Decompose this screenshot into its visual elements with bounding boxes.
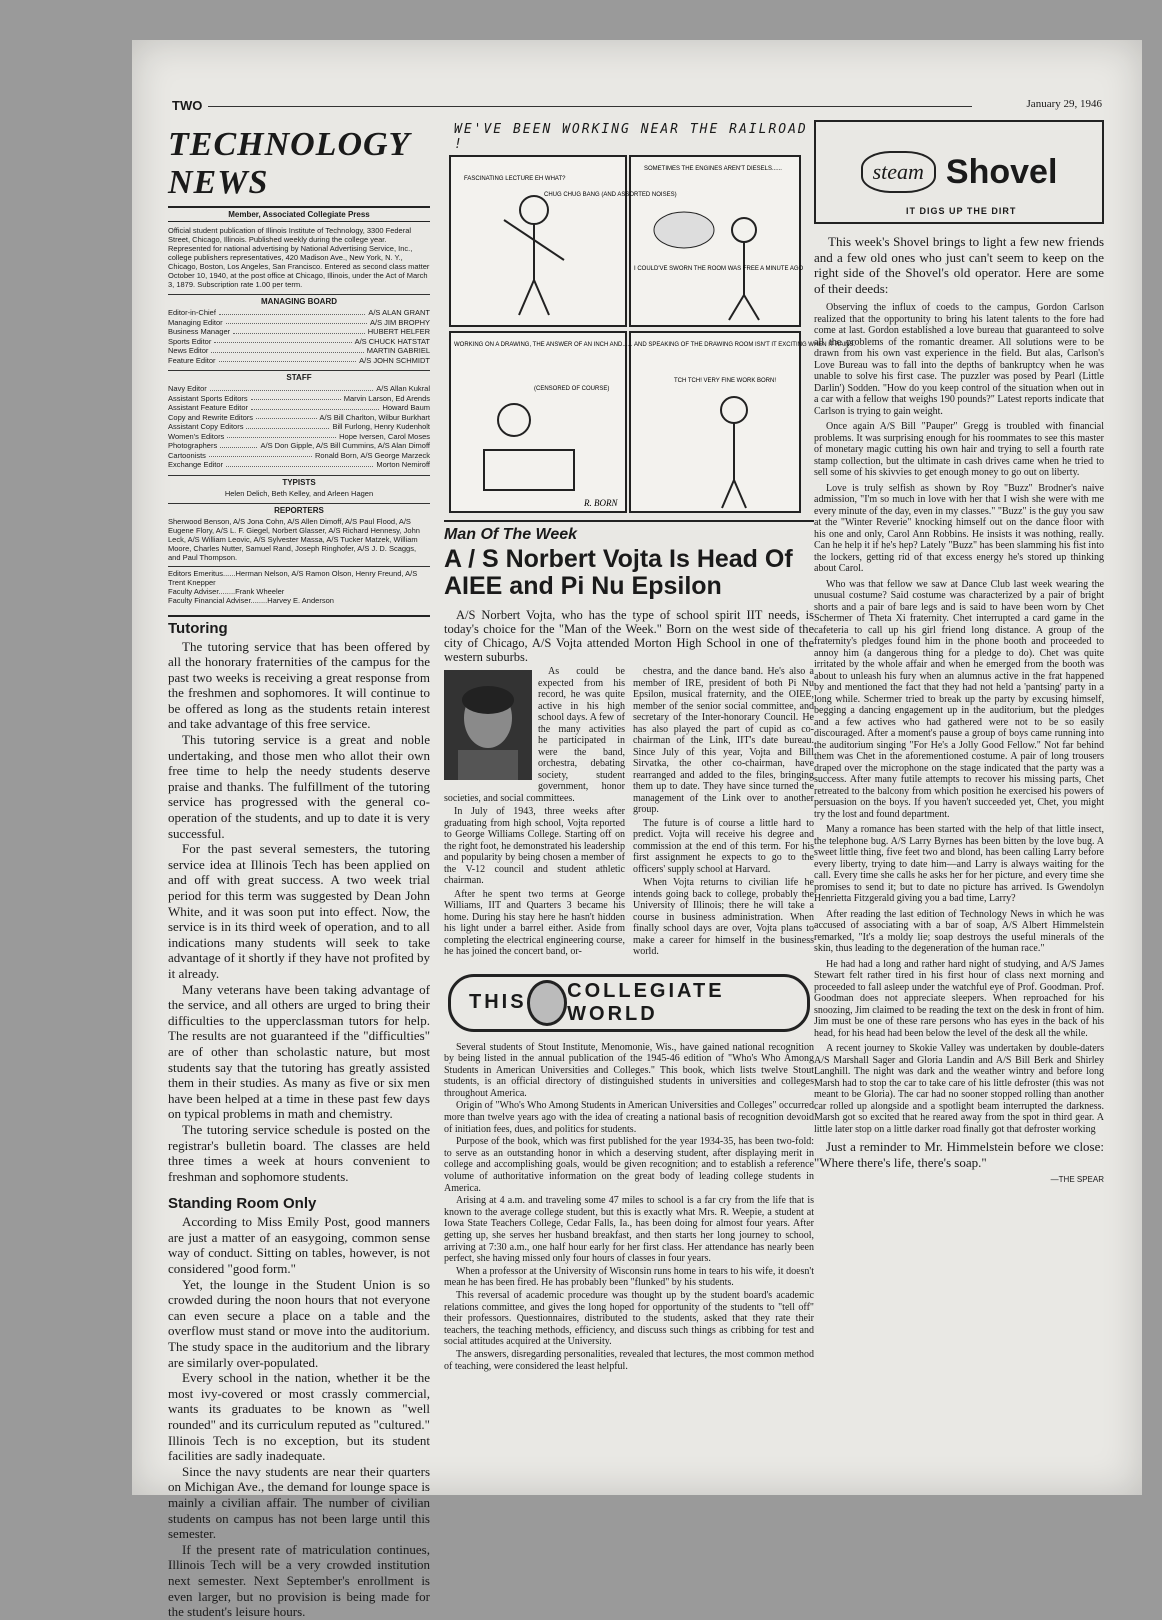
paragraph: This tutoring service is a great and noble undertaking, and those men who allot their own free time to help the needy students deserve praise and thanks. The fulfillment of the tutoring service has progressed with the general co-operation of the students, and up to date it is very successful. [168,732,430,841]
paragraph: For the past several semesters, the tutoring service idea at Illinois Tech has been applied on and off with great success. A two week trial period for this term was suggested by Dean John White, and it was soon put into effect. Now, the service is in its third week of operation, and to all indications many students will seek to take advantage of it shortly if they have not profited by it already. [168,841,430,981]
member-line: Member, Associated Collegiate Press [168,206,430,222]
paragraph: When Vojta returns to civilian life he intends going back to college, probably the University of Illinois; there he will take a course in business administration. When finally school days are over, Vojta plans to make a career for himself in the business world. [633,877,814,957]
staff-row: Managing Editor A/S JIM BROPHY [168,317,430,327]
faculty-adviser: Faculty Adviser........Frank Wheeler [168,586,285,596]
balloon-text: FASCINATING LECTURE EH WHAT? [464,176,566,182]
paragraph: According to Miss Emily Post, good manners are just a matter of an easygoing, common sense way of conduct. Sitting on tables, however, is not considered "good form." [168,1214,430,1277]
collegiate-world-banner [448,974,810,1032]
paragraph: If the present rate of matriculation continues, Illinois Tech will be a very crowded institution next semester. Next September's enrollment is even larger, but no provision is being made for the student's leisure hours. [168,1541,430,1620]
tutoring-title: Tutoring [168,615,430,637]
paragraph: Observing the influx of coeds to the campus, Gordon Carlson realized that the opportunity to bring his latent talents to the fore had come at last. Gordon established a love bureau that guaranteed to solve all the problems of the romantic dreamer. All solutions were to be drawn from his own vast experience in the field. But alas, Carlson's Love Bureau was to fall into the depths of bankruptcy when he was unable to solve his first case. The puzzler was posed by Pearl (Little Darlin') Sodden. "How do you keep control of the situation when out in a car with a fellow that weighs 190 pounds?" Latest reports indicate that Carlson is trying to gain weight. [814,302,1104,417]
staff-row: Assistant Sports Editors Marvin Larson, Ed Arends [168,393,430,403]
staff-row: Business Manager HUBERT HELFER [168,327,430,336]
staff-row: Photographers A/S Don Gipple, A/S Bill Cummins, A/S Alan Dimoff [168,441,430,450]
paragraph: The tutoring service that has been offered by all the honorary fraternities of the campus for the past two weeks is receiving a great response from the freshmen and sophomores. It will continue to be offered as long as the students retain interest and take advantage of this free service. [168,638,430,732]
staff-row: Feature Editor A/S JOHN SCHMIDT [168,355,430,365]
closing-line: Just a reminder to Mr. Himmelstein before we close: "Where there's life, there's soap." [814,1139,1104,1170]
page-number: TWO [172,98,203,113]
paragraph: Who was that fellow we saw at Dance Club last week wearing the unusual costume? Said costume was characterized by a pair of bright shorts and a pair of bare legs and is said to have been worn by Chet Schermer of Theta Xi fraternity. Chet interrupted a card game in the cafeteria to call up his girl friend long distance. A group of the fraternity's pledges found him in the phone booth and proceeded to annoy him (a dangerous thing for a pledge to do). Chet was quite irritated by the whole affair and when he emerged from the booth was about to unleash his fury when an alumnus active in the frat happened by and mentioned the fact that they had not held a 'pantsing' party in a long while. Schermer tried to break up the party by excusing himself, begging a dancing engagement up in the auditorium, but the pledges and a few actives who had gathered were not to be so easily discouraged. After a moment's pause a group of boys came running into the auditorium singing "For He's a Jolly Good Fellow." Not far behind them was Chet in the aforementioned costume. A pair of long trousers draped over the microphone on the stage indicated that the party was a success. After many futile attempts to recover his missing parts, Chet retreated to the balcony from which position he exercised his powers of persuasion on the boys. If you haven't succeeded yet, Chet, you might try the lost and found department. [814,578,1104,820]
paragraph: The future is of course a little hard to predict. Vojta will receive his degree and commission at the end of this term. For his first assignment he expects to go to the officers' supply school at Harvard. [633,817,814,875]
man-of-week-headline: A / S Norbert Vojta Is Head Of AIEE and Pi Nu Epsilon [444,545,793,600]
paragraph: Origin of "Who's Who Among Students in American Universities and Colleges" occurred more than twelve years ago with the idea of creating a national basis of recognition devoid of initiation fees, dues, and politics for students. [444,1100,814,1135]
paragraph: In July of 1943, three weeks after graduating from high school, Vojta reported to George Williams College. Starting off on the right foot, he demonstrated his leadership and popularity by being chosen a member of the V-12 council and student athletic chairman. [444,806,625,886]
balloon-text: SOMETIMES THE ENGINES AREN'T DIESELS...... [644,166,782,172]
shovel-word: Shovel [945,152,1058,191]
faculty-financial-adviser: Faculty Financial Adviser........Harvey E. Anderson [168,595,334,605]
paragraph: Love is truly selfish as shown by Roy "Buzz" Brodner's naive admission, "I'm so much in love with her that I wish she were with me every minute of the day, even in my classes." "Buzz" is the guy you saw at the "Winter Reverie" knocking himself out on the dance floor with his one and only, Carol Ann Robbins. He insists it was nothing, really. Can he help it if he's hep? Lately "Buzz" has been slamming his fist into the lockers, getting rid of that excess energy he's stored up thinking about Carol. [814,482,1104,575]
managing-board-heading: MANAGING BOARD [168,294,430,306]
tutoring-editorial [168,639,430,1185]
balloon-text: AND SPEAKING OF THE DRAWING ROOM ISN'T IT EXCITING WHEN IT RAINS. [634,342,856,348]
cartoon-heading: WE'VE BEEN WORKING NEAR THE RAILROAD ! [454,122,808,152]
shovel-column [814,302,1104,1183]
editors-emeritus: Editors Emeritus......Herman Nelson, A/S Ramon Olson, Henry Freund, A/S Trent Knepper [168,568,418,587]
panel-3 [450,332,626,512]
shovel-intro: This week's Shovel brings to light a few new friends and a few old ones who just can't seem to keep on the right side of the Shovel's old operator. Here are some of their deeds: [814,234,1104,296]
left-column [168,120,430,1620]
staff-row: Cartoonists Ronald Born, A/S George Marzeck [168,450,430,460]
staff-row: News Editor MARTIN GABRIEL [168,346,430,355]
reporters-heading: REPORTERS [168,503,430,515]
balloon-text: TCH TCH! VERY FINE WORK BORN! [674,378,777,384]
reporters-list: Sherwood Benson, A/S Jona Cohn, A/S Allen Dimoff, A/S Paul Flood, A/S Eugene Flory, A/S L. F. Giegel, Norbert Glasser, A/S Richard Hennesy, John Leck, A/S William Leovic, A/S Sylvester Massa, A/S Tucker Matzek, William Moore, Charles Nutter, Samuel Rand, Joseph Ringhofer, A/S J. D. Scaggs, and Paul Thompson. [168,516,420,562]
paragraph: As could be expected from his record, he was quite active in his high school days. A few of the many activities he participated in were the band, orchestra, debating society, student government, honor societies, and social committees. [444,666,625,804]
paragraph: After reading the last edition of Technology News in which he was accused of associating with a bar of soap, A/S Albert Himmelstein remarked, "It's a moldy lie; soap destroys the useful minerals of the skin, thus leading to the degeneration of the human race." [814,908,1104,955]
paragraph: The answers, disregarding personalities, revealed that lectures, the most common method of teaching, were considered the least helpful. [444,1348,814,1372]
typists-list: Helen Delich, Beth Kelley, and Arleen Hagen [224,488,374,498]
staff-row: Copy and Rewrite Editors A/S Bill Charlton, Wilbur Burkhart [168,412,430,422]
right-column [814,120,1104,1184]
collegiate-world-column [444,1042,814,1373]
balloon-text: (CENSORED OF COURSE) [534,386,610,392]
staff-list [168,384,430,470]
cartoonist-signature: R. BORN [584,498,618,508]
advisers-block [168,566,430,605]
paragraph: Once again A/S Bill "Pauper" Gregg is troubled with financial problems. It was surprising enough for his roommates to see this master of monetary magic cutting his own hair and trying to sell a fourth rate stamp collection, but the ultimate in cash drives came when he tried to sell some of his skivvies to get enough money to go out on liberty. [814,421,1104,479]
page-header [172,98,1102,114]
paragraph: After he spent two terms at George Williams, IIT and Quarters 3 became his home. During his stay here he hasn't hidden his light under a barrel either. Aside from completing the electrical engineering course, he has joined the concert band, or- [444,888,625,957]
standing-room-editorial [168,1214,430,1619]
staff-row: Exchange Editor Morton Nemiroff [168,460,430,469]
publication-info: Official student publication of Illinois Institute of Technology, 3300 Federal Street, Chicago, Illinois. Published weekly during the college year. Represented for national advertising by National Advertising Service, Inc., college publishers representatives, 420 Madison Ave., New York, N. Y., Chicago, Boston, Los Angeles, San Francisco. Entered as second class matter October 10, 1940, at the post office at Chicago, Illinois, under the Act of March 3, 1879. Subscription rate 1.00 per term. [168,226,430,289]
man-of-week-body [444,666,814,960]
body-column-left [444,666,625,960]
panel-4 [630,332,800,512]
paragraph: Many a romance has been started with the help of that little insect, the telephone bug. A/S Larry Byrnes has been bitten by the love bug. A sweet little thing, five feet two and blond, has been calling Larry before every liberty, trying to date him—and Larry is always waiting for the call. Every time she calls he asks her for her picture, and every time she promises to send it; but to date no picture has arrived. Is Gwendolyn Henrietta Fitzgerald giving you a bad time, Larry? [814,824,1104,905]
steam-word: steam [861,151,936,193]
staff-row: Women's Editors Hope Iversen, Carol Moses [168,431,430,441]
paragraph: Yet, the lounge in the Student Union is so crowded during the noon hours that not everyone can even secure a place on a table and the overflow must stand or move into the auditorium. The study space in the auditorium and the library are similarly over-populated. [168,1276,430,1370]
vojta-portrait [444,670,532,780]
balloon-text: CHUG CHUG BANG (AND ASSORTED NOISES) [544,192,677,198]
managing-board-list [168,308,430,365]
issue-date: January 29, 1946 [1026,98,1102,110]
paragraph: This reversal of academic procedure was thought up by the student board's academic relations committee, and gives the long hoped for opportunity of the students to "tell off" their professors. Questionnaires, distributed to the students, asked that they rate their teachers, the teaching methods, efficiency, and discuss such things as cribbing for test and social attitudes acquired at the University. [444,1289,814,1348]
paragraph: A recent journey to Skokie Valley was undertaken by double-daters A/S Marshall Sager and Gloria Landin and A/S Bill Berk and Shirley Langhill. The night was dark and the weather wintry and before long Marsh had to stop the car to take care of his little defroster (this was not meant to be Gloria). The car had no sooner stopped rolling than another car rolled up alongside and a spotlight beam interrupted the darkness. Marsh got so excited that he reared away from the spot in third gear. A little later stop on a little darker road finally got that defroster working [814,1043,1104,1135]
banner-left-text: THIS [469,991,527,1013]
staff-heading: STAFF [168,370,430,382]
staff-row: Sports Editor A/S CHUCK HATSTAT [168,336,430,346]
paragraph: chestra, and the dance band. He's also a member of IRE, president of both Pi Nu Epsilon, musical fraternity, and the OIEE, member of the senior social committee, and secretary of the Inter-honorary Council. He has also played the part of cupid as co-chairman of the Link, IIT's date bureau. Since July of this year, Vojta and Bill Sirvatka, the other co-chairman, have rearranged and added to the files, bringing them up to date. They have since turned the management of the Link over to another group. [633,666,814,815]
center-column [444,120,856,1373]
panel-2 [630,156,800,326]
paragraph: The tutoring service schedule is posted on the registrar's bulletin board. The classes are held three times a week at hours convenient to freshman and sophomore students. [168,1121,430,1184]
paragraph: Purpose of the book, which was first published for the year 1934-35, has been two-fold: to serve as an outstanding honor in which a deserving student, after displaying merit in college and accomplishing goals, would be given recognition; and to establish a reference volume of authoritative information on the great body of leading college students in America. [444,1136,814,1194]
railroad-cartoon [444,120,856,522]
steam-shovel-logo [814,120,1104,224]
paragraph: Every school in the nation, whether it be the most ivy-covered or most crassly commercial, wants its graduates to be known as "well rounded" and its curriculum reputed as "cultured." Illinois Tech is no exception, but its student facilities are sadly inadequate. [168,1370,430,1464]
staff-row: Assistant Copy Editors Bill Furlong, Henry Kudenholt [168,422,430,431]
paragraph: Many veterans have been taking advantage of the service, and all others are urged to bring their difficulties to the upperclassman tutors for help. The results are not guaranteed if the "difficulties" are of other than scholastic nature, but most students say that the tutoring has greatly assisted them in their studies. As many as five or six men have been helped at a time in these past few days on typical problems in math and chemistry. [168,981,430,1122]
staff-row: Editor-in-Chief A/S ALAN GRANT [168,308,430,317]
paragraph: Arising at 4 a.m. and traveling some 47 miles to school is a far cry from the life that is known to the average college student, but this is exactly what Mrs. R. Weepie, a student at Iowa State Teachers College, Cedar Falls, Ia., has been doing for almost four years. After getting up, she serves her husband breakfast, and then starts her long journey to school, arriving at 7:30 a.m., one half hour early for her first class. Her attendance has nearly been perfect, she having missed only four hours of classes in four years. [444,1195,814,1265]
smoke-cloud [654,212,714,248]
body-column-right [633,666,814,960]
source-credit: —THE SPEAR [1050,1174,1104,1184]
paragraph: Since the navy students are near their quarters on Michigan Ave., the demand for lounge space is mainly a civilian affair. The number of civilian students on campus has not been large until this semester. [168,1463,430,1542]
staff-row: Navy Editor A/S Allan Kukral [168,384,430,393]
standing-room-title: Standing Room Only [168,1195,317,1213]
balloon-text: WORKING ON A DRAWING, THE ANSWER OF AN INCH AND...... [454,342,633,348]
header-rule [208,106,972,107]
cartoon-drawing [444,120,856,520]
banner-right-text: COLLEGIATE WORLD [567,979,725,1025]
newspaper-page [132,40,1142,1620]
paragraph: When a professor at the University of Wisconsin runs home in tears to his wife, it doesn't mean he has been fired. He has probably been "flunked" by his students. [444,1265,814,1289]
typists-heading: TYPISTS [168,475,430,487]
balloon-text: I COULD'VE SWORN THE ROOM WAS FREE A MINUTE AGO [634,266,804,272]
masthead-title: TECHNOLOGY NEWS [168,126,410,201]
man-of-week-kicker: Man Of The Week [444,526,578,543]
shovel-subtitle: IT DIGS UP THE DIRT [906,206,1017,216]
globe-icon [527,980,568,1026]
paragraph: Several students of Stout Institute, Menomonie, Wis., have gained national recognition by being listed in the annual publication of the 1945-46 edition of "Who's Who Among Students in American Universities and Colleges." This book, which lists twelve Stout students, is an official directory of distinguished students in universities and colleges throughout America. [444,1041,814,1099]
man-of-week-lede: A/S Norbert Vojta, who has the type of school spirit IIT needs, is today's choice for the "Man of the Week." Born on the west side of the city of Chicago, A/S Vojta attended Morton High School in one of the western suburbs. [444,608,814,664]
staff-row: Assistant Feature Editor Howard Baum [168,403,430,412]
paragraph: He had had a long and rather hard night of studying, and A/S James Stewart felt rather tired in his first hour of class next morning and proceeded to fall asleep under the watchful eye of Prof. Goodman. Prof. Goodman does not appreciate sleepers. When reproached for his snoozing, Jim claimed to be reading the text on the desk in front of him. Jim must be one of these rare persons who has eyes in the back of his head, for his head had been below the level of the desk all the while. [814,958,1104,1039]
